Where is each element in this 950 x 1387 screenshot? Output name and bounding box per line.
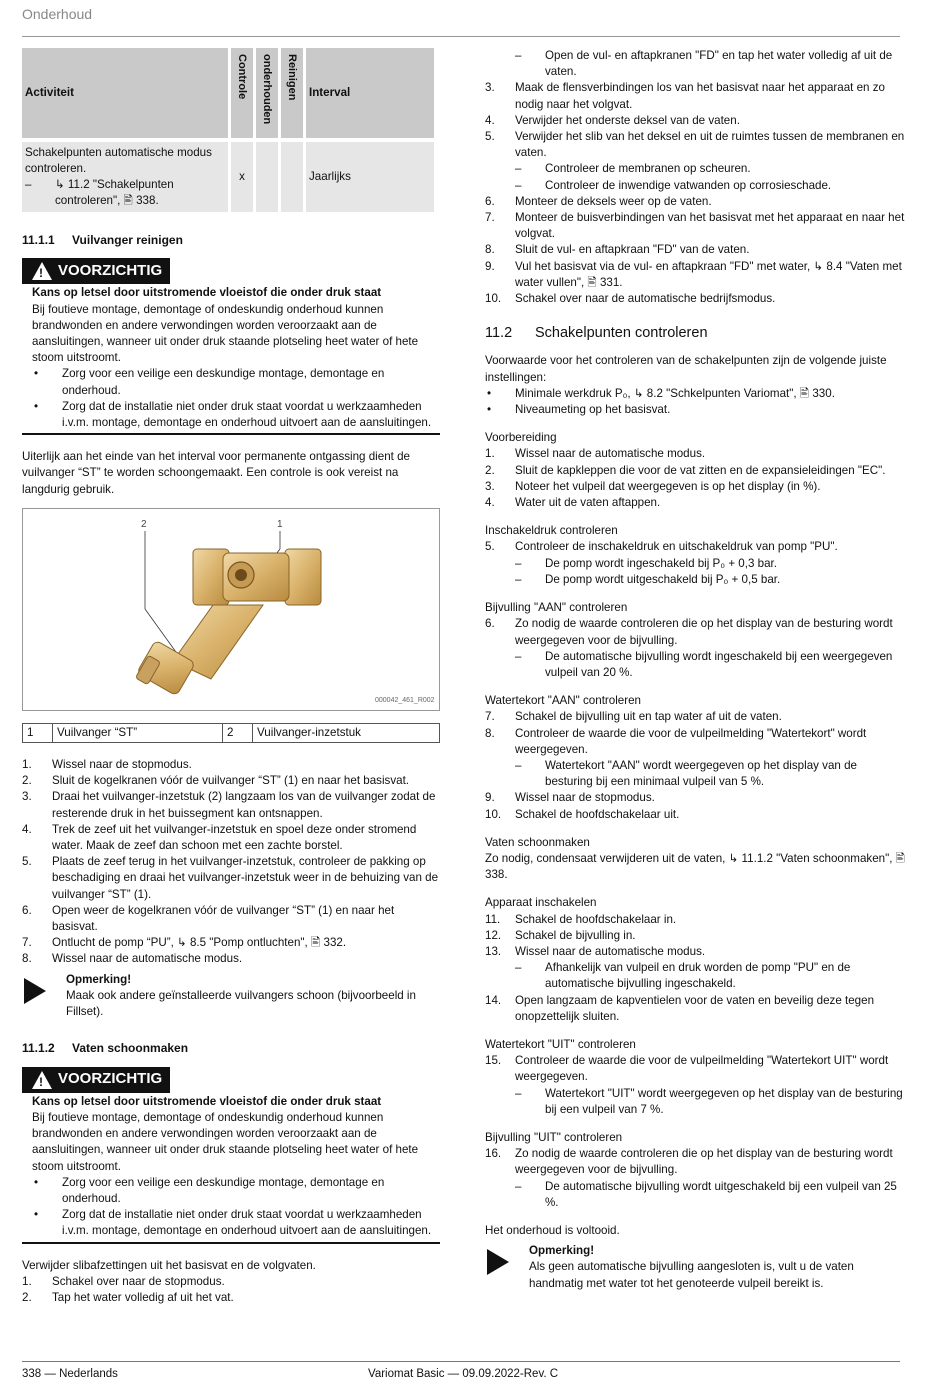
page-header: Onderhoud: [22, 6, 93, 22]
figure-id: 000042_461_R002: [375, 696, 435, 704]
list-item: 6. Zo nodig de waarde controleren die op het display van de besturing wordt weergegeven voor de bijvulling.: [485, 617, 893, 647]
warning-triangle-icon: [32, 262, 52, 280]
list-item: 5. Plaats de zeef terug in het vuilvanger-inzetstuk, controleer de pakking op beschadiging en draai het vuilvanger-inzetstuk weer in de behuizing van de vuilvanger “ST” (1).: [22, 855, 439, 901]
footer-divider: [22, 1361, 900, 1362]
cross-reference-link[interactable]: Ontlucht de pomp “PU”, ↳ 8.5 "Pomp ontluchten", 🖹 332.: [52, 936, 347, 950]
header-divider: [22, 36, 900, 37]
figure-label-1: 1: [277, 518, 283, 530]
subsection-label: Bijvulling "AAN" controleren: [485, 601, 628, 615]
section-heading-11-2: 11.2 Schakelpunten controleren: [485, 325, 708, 342]
list-item: 3. Draai het vuilvanger-inzetstuk (2) langzaam los van de vuilvanger zodat de resterende druk in het buissegment kan ontsnappen.: [22, 790, 436, 820]
warning-badge: ! VOORZICHTIG: [22, 1067, 170, 1093]
page-number: 338 — Nederlands: [22, 1368, 118, 1380]
list-item: 3. Maak de flensverbindingen los van het basisvat naar het apparaat en zo nodig naar het volgvat.: [485, 81, 885, 111]
header-activiteit: Activiteit: [22, 48, 228, 142]
subsection-label: Watertekort "AAN" controleren: [485, 694, 642, 708]
list-subitem: – Open de vul- en aftapkranen "FD" en tap het water volledig af uit de vaten.: [515, 49, 893, 79]
warning-triangle-icon: [32, 1071, 52, 1089]
note-arrow-icon: [24, 978, 46, 1004]
strainer-illustration: [23, 509, 439, 710]
subsection-label: Inschakeldruk controleren: [485, 524, 618, 538]
subsection-label: Apparaat inschakelen: [485, 896, 597, 910]
list-item: • Niveaumeting op het basisvat.: [487, 403, 671, 417]
list-item: 5. Controleer de inschakeldruk en uitschakeldruk van pomp "PU".: [485, 540, 838, 554]
figure-label-2: 2: [141, 518, 147, 530]
cross-reference-link[interactable]: Minimale werkdruk P₀, ↳ 8.2 "Schkelpunten Variomat", 🖹 330.: [515, 386, 835, 400]
cell-activity: Schakelpunten automatische modus controleren. – ↳ 11.2 "Schakelpunten controleren", 🖹 338.: [22, 142, 228, 212]
warning-bullet: • Zorg dat de installatie niet onder druk staat voordat u werkzaamheden i.v.m. montage, demontage en onderhoud uitvoert aan de aansluitingen.: [34, 399, 432, 430]
list-item: 9. Wissel naar de stopmodus.: [485, 791, 655, 805]
warning-badge: ! VOORZICHTIG: [22, 258, 170, 284]
list-item: 7. Monteer de buisverbindingen van het basisvat met het apparaat en naar het volgvat.: [485, 211, 905, 241]
list-subitem: – De pomp wordt uitgeschakeld bij P₀ + 0,5 bar.: [515, 572, 781, 586]
warning-text: Bij foutieve montage, demontage of ondeskundig onderhoud kunnen brandwonden en andere verwondingen worden veroorzaakt aan de aansluitingen, wanneer uit onder druk staande plotseling heet water of hete stoom uitstroomt.: [32, 302, 419, 365]
list-item: 10. Schakel over naar de automatische bedrijfsmodus.: [485, 292, 776, 306]
cross-reference-link[interactable]: ↳ 11.2 "Schakelpunten controleren", 🖹 338.: [55, 178, 174, 208]
legend-number: 1: [23, 723, 53, 742]
list-item: 2. Sluit de kapkleppen die voor de vat zitten en de expansieleidingen "EC".: [485, 463, 886, 477]
section-heading-11-1-1: 11.1.1 Vuilvanger reinigen: [22, 233, 183, 247]
list-item: 11. Schakel de hoofdschakelaar in.: [485, 912, 677, 926]
note-text: Als geen automatische bijvulling aangesloten is, vult u de vaten handmatig met water tot het genoteerde vulpeil bereikt is.: [529, 1260, 854, 1290]
cleaning-steps: [22, 757, 440, 968]
note-block: [485, 1243, 905, 1292]
note-title: Opmerking!: [66, 972, 132, 986]
cell-interval: Jaarlijks: [306, 142, 434, 212]
section-heading-11-1-2: 11.1.2 Vaten schoonmaken: [22, 1041, 189, 1056]
list-subitem: – Afhankelijk van vulpeil en druk worden de pomp "PU" en de automatische bijvulling ingeschakeld.: [515, 961, 851, 991]
list-item: 1. Wissel naar de stopmodus.: [22, 758, 192, 772]
note-arrow-icon: [487, 1249, 509, 1275]
note-text: Maak ook andere geïnstalleerde vuilvangers schoon (bijvoorbeeld in Fillset).: [66, 988, 416, 1019]
strainer-figure: [22, 508, 440, 711]
list-item: 2. Tap het water volledig af uit het vat.: [22, 1290, 234, 1304]
subsection-label: Bijvulling "UIT" controleren: [485, 1130, 623, 1144]
subsection-label: Vaten schoonmaken: [485, 835, 590, 849]
header-reinigen: Reinigen: [281, 48, 303, 142]
list-item: 12. Schakel de bijvulling in.: [485, 928, 636, 942]
list-item: • Minimale werkdruk P₀, ↳ 8.2 "Schkelpunten Variomat", 🖹 330.: [485, 386, 905, 402]
list-item: 4. Verwijder het onderste deksel van de vaten.: [485, 113, 740, 127]
warning-bullet: • Zorg voor een veilige een deskundige montage, demontage en onderhoud.: [34, 1175, 385, 1205]
list-item: 6. Monteer de deksels weer op de vaten.: [485, 194, 712, 208]
list-item: 8. Wissel naar de automatische modus.: [22, 952, 243, 966]
list-subitem: – De pomp wordt ingeschakeld bij P₀ + 0,3 bar.: [515, 556, 777, 570]
cross-reference-link[interactable]: Vul het basisvat via de vul- en aftapkraan "FD" met water, ↳ 8.4 "Vaten met water vullen", 🖹 331.: [515, 259, 902, 289]
cell-onderhouden: [256, 142, 278, 212]
list-item: 7. Schakel de bijvulling uit en tap water af uit de vaten.: [485, 710, 782, 724]
table-row: [22, 142, 434, 212]
header-controle: Controle: [231, 48, 253, 142]
warning-bullet: • Zorg dat de installatie niet onder druk staat voordat u werkzaamheden i.v.m. montage, demontage en onderhoud uitvoert aan de aansluitingen.: [34, 1208, 432, 1238]
maintenance-table: [19, 48, 437, 212]
list-item: 2. Sluit de kogelkranen vóór de vuilvanger “ST” (1) en naar het basisvat.: [22, 774, 410, 788]
list-item: 15. Controleer de waarde die voor de vulpeilmelding "Watertekort UIT" wordt weergegeven.: [485, 1054, 889, 1084]
list-item: 1. Wissel naar de automatische modus.: [485, 447, 706, 461]
list-item: 8. Sluit de vul- en aftapkraan "FD" van de vaten.: [485, 243, 750, 257]
figure-legend: [22, 723, 440, 743]
intro-text: Uiterlijk aan het einde van het interval voor permanente ontgassing dient de vuilvanger “ST” te worden schoongemaakt. Een controle is ook vereist na langdurig gebruik.: [22, 450, 410, 496]
legend-text: Vuilvanger-inzetstuk: [253, 723, 440, 742]
warning-title: Kans op letsel door uitstromende vloeistof die onder druk staat: [32, 1094, 382, 1108]
header-interval: Interval: [306, 48, 434, 142]
warning-block: [22, 258, 440, 435]
cell-reinigen: [281, 142, 303, 212]
note-title: Opmerking!: [529, 1244, 595, 1258]
list-item: 16. Zo nodig de waarde controleren die op het display van de besturing wordt weergegeven voor de bijvulling.: [485, 1147, 893, 1177]
list-subitem: – De automatische bijvulling wordt ingeschakeld bij een weergegeven vulpeil van 20 %.: [515, 649, 893, 679]
note-block: [22, 972, 440, 1021]
list-item: 6. Open weer de kogelkranen vóór de vuilvanger “ST” (1) en naar het basisvat.: [22, 903, 395, 934]
completion-text: Het onderhoud is voltooid.: [485, 1224, 620, 1237]
right-column: [485, 48, 905, 1298]
list-subitem: – Controleer de inwendige vatwanden op corrosieschade.: [515, 178, 832, 192]
warning-block: [22, 1067, 440, 1244]
list-subitem: – De automatische bijvulling wordt uitgeschakeld bij een vulpeil van 25 %.: [515, 1179, 897, 1209]
legend-text: Vuilvanger “ST”: [53, 723, 223, 742]
intro-text: Verwijder slibafzettingen uit het basisvat en de volgvaten.: [22, 1258, 316, 1272]
warning-text: Bij foutieve montage, demontage of ondeskundig onderhoud kunnen brandwonden en andere verwondingen worden veroorzaakt aan de aansluitingen, wanneer uit onder druk staande plotseling heet water of hete stoom uitstroomt.: [32, 1110, 419, 1173]
list-item: 7. Ontlucht de pomp “PU”, ↳ 8.5 "Pomp ontluchten", 🖹 332.: [22, 935, 440, 951]
subsection-label: Voorbereiding: [485, 431, 557, 445]
list-item: 9. Vul het basisvat via de vul- en aftapkraan "FD" met water, ↳ 8.4 "Vaten met water vullen", 🖹 331.: [485, 259, 905, 291]
list-item: 10. Schakel de hoofdschakelaar uit.: [485, 807, 680, 821]
list-item: 4. Water uit de vaten aftappen.: [485, 496, 661, 510]
list-item: 1. Schakel over naar de stopmodus.: [22, 1274, 225, 1288]
cross-reference-link[interactable]: Zo nodig, condensaat verwijderen uit de vaten, ↳ 11.1.2 "Vaten schoonmaken", 🖹 338.: [485, 851, 905, 882]
list-subitem: – Controleer de membranen op scheuren.: [515, 162, 751, 176]
cell-controle: x: [231, 142, 253, 212]
document-info: Variomat Basic — 09.09.2022-Rev. C: [368, 1368, 559, 1380]
left-column: [22, 48, 440, 1306]
warning-title: Kans op letsel door uitstromende vloeistof die onder druk staat: [32, 286, 382, 300]
list-subitem: – Watertekort "AAN" wordt weergegeven op het display van de besturing bij een minimaal vulpeil van 5 %.: [515, 758, 857, 789]
intro-text: Voorwaarde voor het controleren van de schakelpunten zijn de volgende juiste instellingen:: [485, 354, 887, 384]
list-subitem: – Watertekort "UIT" wordt weergegeven op het display van de besturing bij een vulpeil van 7 %.: [515, 1086, 903, 1116]
legend-number: 2: [223, 723, 253, 742]
header-onderhouden: onderhouden: [256, 48, 278, 142]
subsection-label: Watertekort "UIT" controleren: [485, 1037, 636, 1051]
list-item: 13. Wissel naar de automatische modus.: [485, 944, 706, 958]
list-item: 14. Open langzaam de kapventielen voor de vaten en beveilig deze tegen onopzettelijk sluiten.: [485, 993, 875, 1023]
warning-bullet: • Zorg voor een veilige een deskundige montage, demontage en onderhoud.: [34, 367, 385, 397]
list-item: 8. Controleer de waarde die voor de vulpeilmelding "Watertekort" wordt weergegeven.: [485, 726, 867, 756]
list-item: 5. Verwijder het slib van het deksel en uit de ruimtes tussen de membranen en vaten.: [485, 130, 905, 160]
list-item: 4. Trek de zeef uit het vuilvanger-inzetstuk en spoel deze onder stromend water. Maak de zeef dan schoon met een zachte borstel.: [22, 822, 417, 853]
list-item: 3. Noteer het vulpeil dat weergegeven is op het display (in %).: [485, 479, 821, 493]
